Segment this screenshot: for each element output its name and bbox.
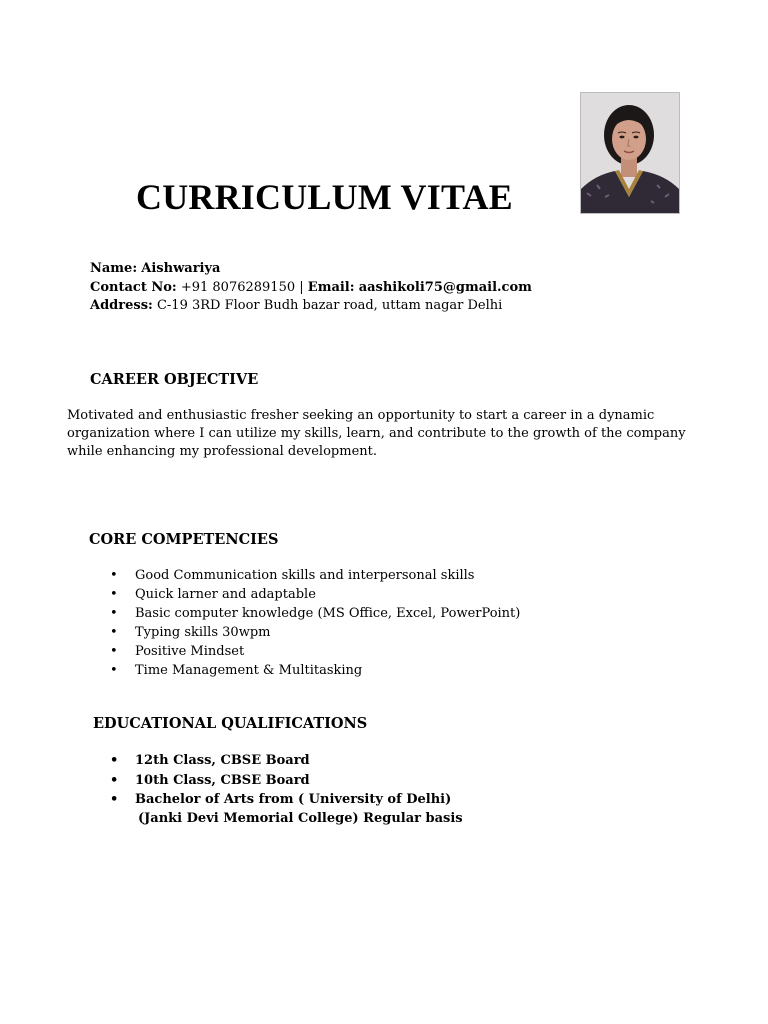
career-objective-heading: CAREER OBJECTIVE <box>90 371 259 388</box>
bullet: • <box>110 568 118 583</box>
list-item <box>110 790 463 828</box>
address-label: Address: <box>90 298 153 313</box>
bullet: • <box>110 587 118 602</box>
objective-line: organization where I can utilize my skills, learn, and contribute to the growth of the company <box>67 426 686 442</box>
competency-text: Time Management & Multitasking <box>135 663 363 678</box>
list-item <box>110 585 520 604</box>
qualification-text: 12th Class, CBSE Board <box>135 753 310 768</box>
contact-line <box>90 279 532 298</box>
bullet: • <box>110 625 118 640</box>
bullet: • <box>110 644 118 659</box>
objective-line: Motivated and enthusiastic fresher seeking an opportunity to start a career in a dynamic <box>67 408 655 423</box>
bullet: • <box>110 753 119 768</box>
college-text: (Janki Devi Memorial College) Regular basis <box>138 810 463 826</box>
education-heading: EDUCATIONAL QUALIFICATIONS <box>93 715 368 732</box>
qualification-text: 10th Class, CBSE Board <box>135 772 310 788</box>
profile-photo <box>580 92 680 214</box>
qualification-text: Bachelor of Arts from ( University of Delhi) <box>135 792 452 807</box>
competency-text: Basic computer knowledge (MS Office, Excel, PowerPoint) <box>135 606 521 621</box>
bullet: • <box>110 772 119 788</box>
career-objective-text <box>67 407 707 462</box>
bullet: • <box>110 606 118 621</box>
address-value: C-19 3RD Floor Budh bazar road, uttam nagar Delhi <box>156 298 503 313</box>
education-list <box>110 751 463 828</box>
profile-photo-graphic <box>581 93 679 213</box>
name-value: Aishwariya <box>141 261 221 276</box>
list-item <box>110 566 520 585</box>
contact-block <box>90 260 532 316</box>
bullet: • <box>110 663 118 678</box>
address-line <box>90 297 532 316</box>
list-item <box>110 661 520 680</box>
competencies-list <box>110 566 520 680</box>
competency-text: Typing skills 30wpm <box>135 625 271 640</box>
list-item <box>110 623 520 642</box>
name-line <box>90 260 532 279</box>
name-label: Name: <box>90 261 138 276</box>
document-title: CURRICULUM VITAE <box>136 177 513 217</box>
competency-text: Quick larner and adaptable <box>135 587 316 602</box>
email-value: aashikoli75@gmail.com <box>358 279 532 295</box>
contact-label: Contact No: <box>90 279 177 295</box>
competency-text: Positive Mindset <box>135 644 245 659</box>
competency-text: Good Communication skills and interpersonal skills <box>135 568 475 583</box>
email-label: Email: <box>307 279 355 295</box>
list-item <box>110 751 463 771</box>
bullet: • <box>110 792 119 807</box>
contact-value: +91 8076289150 | <box>180 279 304 295</box>
list-item <box>110 771 463 791</box>
objective-line: while enhancing my professional development. <box>67 444 377 460</box>
core-competencies-heading: CORE COMPETENCIES <box>89 531 279 548</box>
list-item <box>110 642 520 661</box>
list-item <box>110 604 520 623</box>
